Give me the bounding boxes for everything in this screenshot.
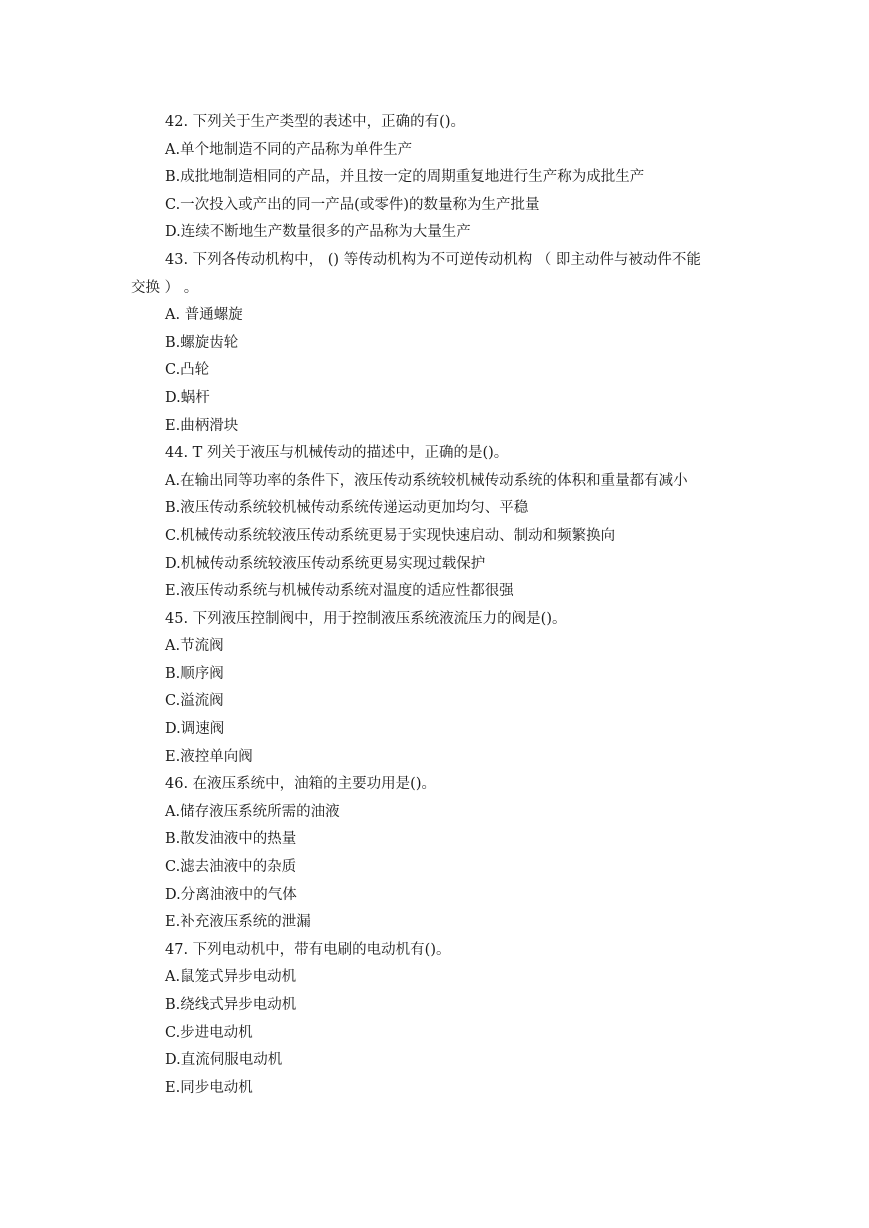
- question-46-option-b: B.散发油液中的热量: [165, 831, 297, 848]
- question-43-option-c: C.凸轮: [165, 362, 210, 379]
- question-list: [131, 109, 751, 1102]
- question-42-option-c: C.一次投入或产出的同一产品(或零件)的数量称为生产批量: [165, 196, 540, 213]
- question-44-option-c: C.机械传动系统较液压传动系统更易于实现快速启动、制动和频繁换向: [165, 527, 616, 544]
- question-42-option-d: D.连续不断地生产数量很多的产品称为大量生产: [165, 224, 471, 241]
- question-45-option-a: A.节流阀: [165, 638, 224, 655]
- question-44-option-a: A.在输出同等功率的条件下，液压传动系统较机械传动系统的体积和重量都有减小: [165, 472, 688, 489]
- question-47-option-e: E.同步电动机: [165, 1079, 253, 1096]
- question-47-stem: 47. 下列电动机中，带有电刷的电动机有()。: [165, 941, 451, 958]
- question-42-option-a: A.单个地制造不同的产品称为单件生产: [165, 141, 413, 158]
- question-46-option-a: A.储存液压系统所需的油液: [165, 803, 340, 820]
- question-43-stem-continuation: 交换 ） 。: [131, 279, 199, 296]
- question-45-option-e: E.液控单向阀: [165, 748, 253, 765]
- question-45-option-d: D.调速阀: [165, 721, 225, 738]
- question-46-option-d: D.分离油液中的气体: [165, 886, 297, 903]
- question-46-option-c: C.滤去油液中的杂质: [165, 859, 297, 876]
- question-47-option-b: B.绕线式异步电动机: [165, 997, 297, 1013]
- question-46-option-e: E.补充液压系统的泄漏: [165, 914, 311, 931]
- question-44-stem: 44. T 列关于液压与机械传动的描述中，正确的是()。: [165, 445, 509, 462]
- question-45-option-b: B.顺序阀: [165, 665, 224, 682]
- question-43-option-d: D.蜗杆: [165, 389, 210, 406]
- question-43-option-e: E.曲柄滑块: [165, 417, 239, 434]
- question-43-option-a: A. 普通螺旋: [165, 307, 243, 324]
- question-43-stem: 43. 下列各传动机构中， () 等传动机构为不可逆传动机构 （ 即主动件与被动件不能: [165, 251, 701, 268]
- question-46-stem: 46. 在液压系统中，油箱的主要功用是()。: [165, 776, 436, 793]
- question-43-option-b: B.螺旋齿轮: [165, 334, 239, 351]
- question-44-option-e: E.液压传动系统与机械传动系统对温度的适应性都很强: [165, 583, 514, 600]
- question-42-option-b: B.成批地制造相同的产品，并且按一定的周期重复地进行生产称为成批生产: [165, 169, 645, 186]
- question-47-option-c: C.步进电动机: [165, 1024, 253, 1041]
- question-45-stem: 45. 下列液压控制阀中，用于控制液压系统液流压力的阀是()。: [165, 610, 567, 627]
- question-44-option-d: D.机械传动系统较液压传动系统更易实现过载保护: [165, 555, 486, 572]
- question-44-option-b: B.液压传动系统较机械传动系统传递运动更加均匀、平稳: [165, 500, 529, 517]
- question-45-option-c: C.溢流阀: [165, 693, 224, 710]
- question-42-stem: 42. 下列关于生产类型的表述中，正确的有()。: [165, 114, 465, 130]
- question-47-option-a: A.鼠笼式异步电动机: [165, 969, 297, 986]
- question-47-option-d: D.直流伺服电动机: [165, 1052, 283, 1069]
